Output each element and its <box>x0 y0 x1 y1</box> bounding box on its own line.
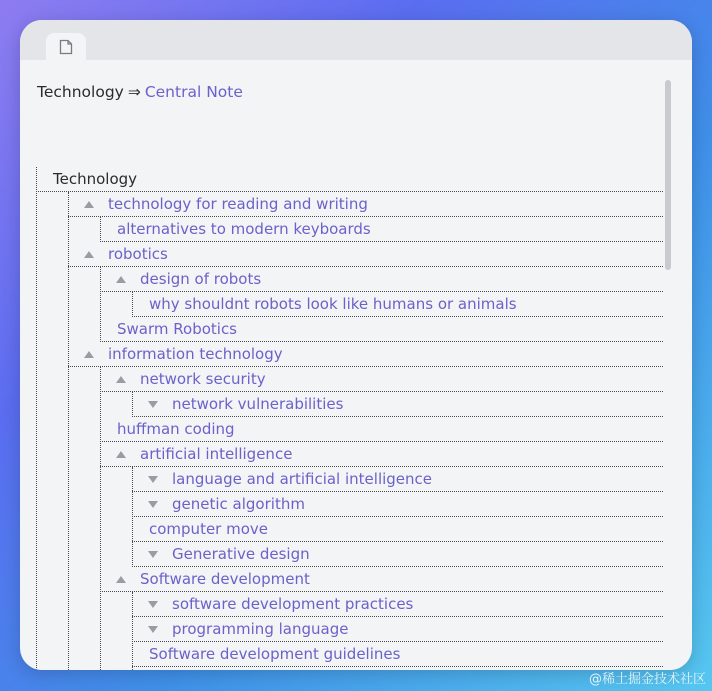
tree-item-row[interactable] <box>100 267 663 292</box>
tree-item-row[interactable] <box>68 192 663 217</box>
collapse-triangle-icon[interactable] <box>84 351 94 358</box>
breadcrumb-current[interactable]: Central Note <box>144 83 243 101</box>
app-window <box>20 20 692 670</box>
tree-guide-line <box>100 367 101 670</box>
tree-item-label[interactable]: Software development <box>140 570 310 588</box>
tree-item-label[interactable]: why shouldnt robots look like humans or animals <box>149 295 517 313</box>
watermark: @稀土掘金技术社区 <box>588 672 706 687</box>
tree-item-label[interactable]: information technology <box>108 345 283 363</box>
tree-item-label[interactable]: artificial intelligence <box>140 445 293 463</box>
tree-item-row[interactable] <box>132 467 663 492</box>
tree-item-row[interactable] <box>132 392 663 417</box>
tree-item-row[interactable] <box>100 217 663 242</box>
expand-triangle-icon[interactable] <box>148 551 158 558</box>
collapse-triangle-icon[interactable] <box>116 276 126 283</box>
tree-item-row[interactable] <box>100 567 663 592</box>
expand-triangle-icon[interactable] <box>148 476 158 483</box>
tree-guide-line <box>68 192 69 670</box>
tree-item-label[interactable]: Swarm Robotics <box>117 320 237 338</box>
tree-item-row[interactable] <box>100 367 663 392</box>
expand-triangle-icon[interactable] <box>148 626 158 633</box>
tree-item-label[interactable]: language and artificial intelligence <box>172 470 433 488</box>
tree-item-label[interactable]: robotics <box>108 245 168 263</box>
collapse-triangle-icon[interactable] <box>116 576 126 583</box>
expand-triangle-icon[interactable] <box>148 601 158 608</box>
tree-item-row[interactable] <box>132 542 663 567</box>
tree-item-row[interactable] <box>132 642 663 667</box>
tree-item-row[interactable] <box>132 617 663 642</box>
tree-item-label[interactable]: network security <box>140 370 266 388</box>
tree-item-label[interactable]: huffman coding <box>117 420 235 438</box>
tree-item-row[interactable] <box>132 292 663 317</box>
tree-guide-line <box>100 267 101 342</box>
tree-item-label[interactable]: programming language <box>172 620 349 638</box>
tree-item-row[interactable] <box>68 342 663 367</box>
collapse-triangle-icon[interactable] <box>84 251 94 258</box>
collapse-triangle-icon[interactable] <box>84 201 94 208</box>
breadcrumb-arrow: ⇒ <box>127 83 141 101</box>
tree-guide-line <box>132 592 133 670</box>
tree-item-row[interactable] <box>132 492 663 517</box>
tree-item-label[interactable]: Software development guidelines <box>149 645 401 663</box>
tree-guide-line <box>132 292 133 317</box>
tree-root-row[interactable] <box>36 167 663 192</box>
tree-item-label[interactable]: Generative design <box>172 545 310 563</box>
tree-guide-line <box>132 392 133 417</box>
expand-triangle-icon[interactable] <box>148 401 158 408</box>
tree-item-row[interactable] <box>132 517 663 542</box>
outline-tree <box>20 20 692 670</box>
breadcrumb-parent[interactable]: Technology <box>37 83 124 101</box>
tree-item-label[interactable]: genetic algorithm <box>172 495 305 513</box>
collapse-triangle-icon[interactable] <box>116 451 126 458</box>
tree-item-label[interactable]: software development practices <box>172 595 414 613</box>
tree-item-label[interactable]: network vulnerabilities <box>172 395 344 413</box>
tree-item-row[interactable] <box>68 242 663 267</box>
tree-item-row[interactable] <box>100 317 663 342</box>
tree-item-label[interactable]: alternatives to modern keyboards <box>117 220 371 238</box>
tree-item-row[interactable] <box>132 592 663 617</box>
tree-root-label: Technology <box>53 170 138 188</box>
tree-item-row[interactable] <box>100 417 663 442</box>
tree-guide-line <box>132 467 133 567</box>
collapse-triangle-icon[interactable] <box>116 376 126 383</box>
tree-guide-line <box>36 167 37 670</box>
expand-triangle-icon[interactable] <box>148 501 158 508</box>
tree-item-label[interactable]: design of robots <box>140 270 262 288</box>
tree-item-label[interactable]: computer move <box>149 520 269 538</box>
tree-guide-line <box>100 217 101 242</box>
tree-item-row[interactable] <box>100 442 663 467</box>
tree-item-label[interactable]: technology for reading and writing <box>108 195 368 213</box>
